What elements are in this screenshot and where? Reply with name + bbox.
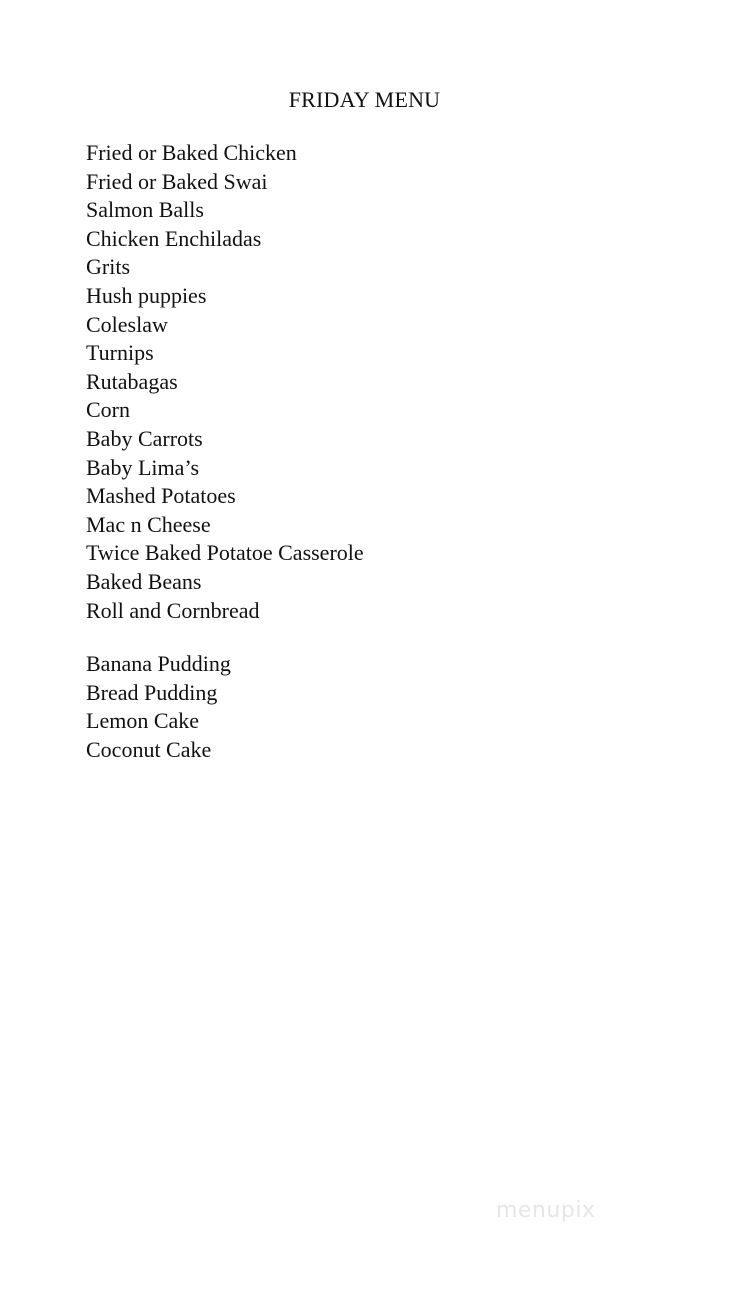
menu-item: Roll and Cornbread	[86, 597, 260, 623]
dessert-item: Lemon Cake	[86, 708, 200, 734]
menu-item: Baked Beans	[86, 568, 202, 594]
menu-item: Baby Lima’s	[86, 454, 200, 480]
menu-item: Mashed Potatoes	[86, 483, 236, 509]
menupix-watermark: menupix	[496, 1198, 596, 1223]
menu-item: Fried or Baked Chicken	[86, 140, 297, 165]
menu-item: Baby Carrots	[86, 425, 203, 451]
menu-item: Corn	[86, 397, 130, 423]
menu-item: Chicken Enchiladas	[86, 225, 262, 251]
menu-item: Fried or Baked Swai	[86, 168, 268, 194]
menu-item: Grits	[86, 254, 130, 280]
menu-item: Twice Baked Potatoe Casserole	[86, 540, 364, 566]
menu-item: Coleslaw	[86, 311, 168, 337]
dessert-item: Banana Pudding	[86, 651, 231, 676]
menu-item: Hush puppies	[86, 282, 207, 308]
menu-item: Rutabagas	[86, 368, 178, 394]
menu-title: FRIDAY MENU	[288, 87, 441, 112]
dessert-item: Bread Pudding	[86, 679, 218, 705]
menu-item: Salmon Balls	[86, 197, 204, 223]
menu-item: Turnips	[86, 340, 154, 366]
dessert-item: Coconut Cake	[86, 736, 212, 762]
dessert-items-list	[86, 650, 231, 764]
menu-item: Mac n Cheese	[86, 511, 211, 537]
main-items-list	[86, 139, 364, 625]
